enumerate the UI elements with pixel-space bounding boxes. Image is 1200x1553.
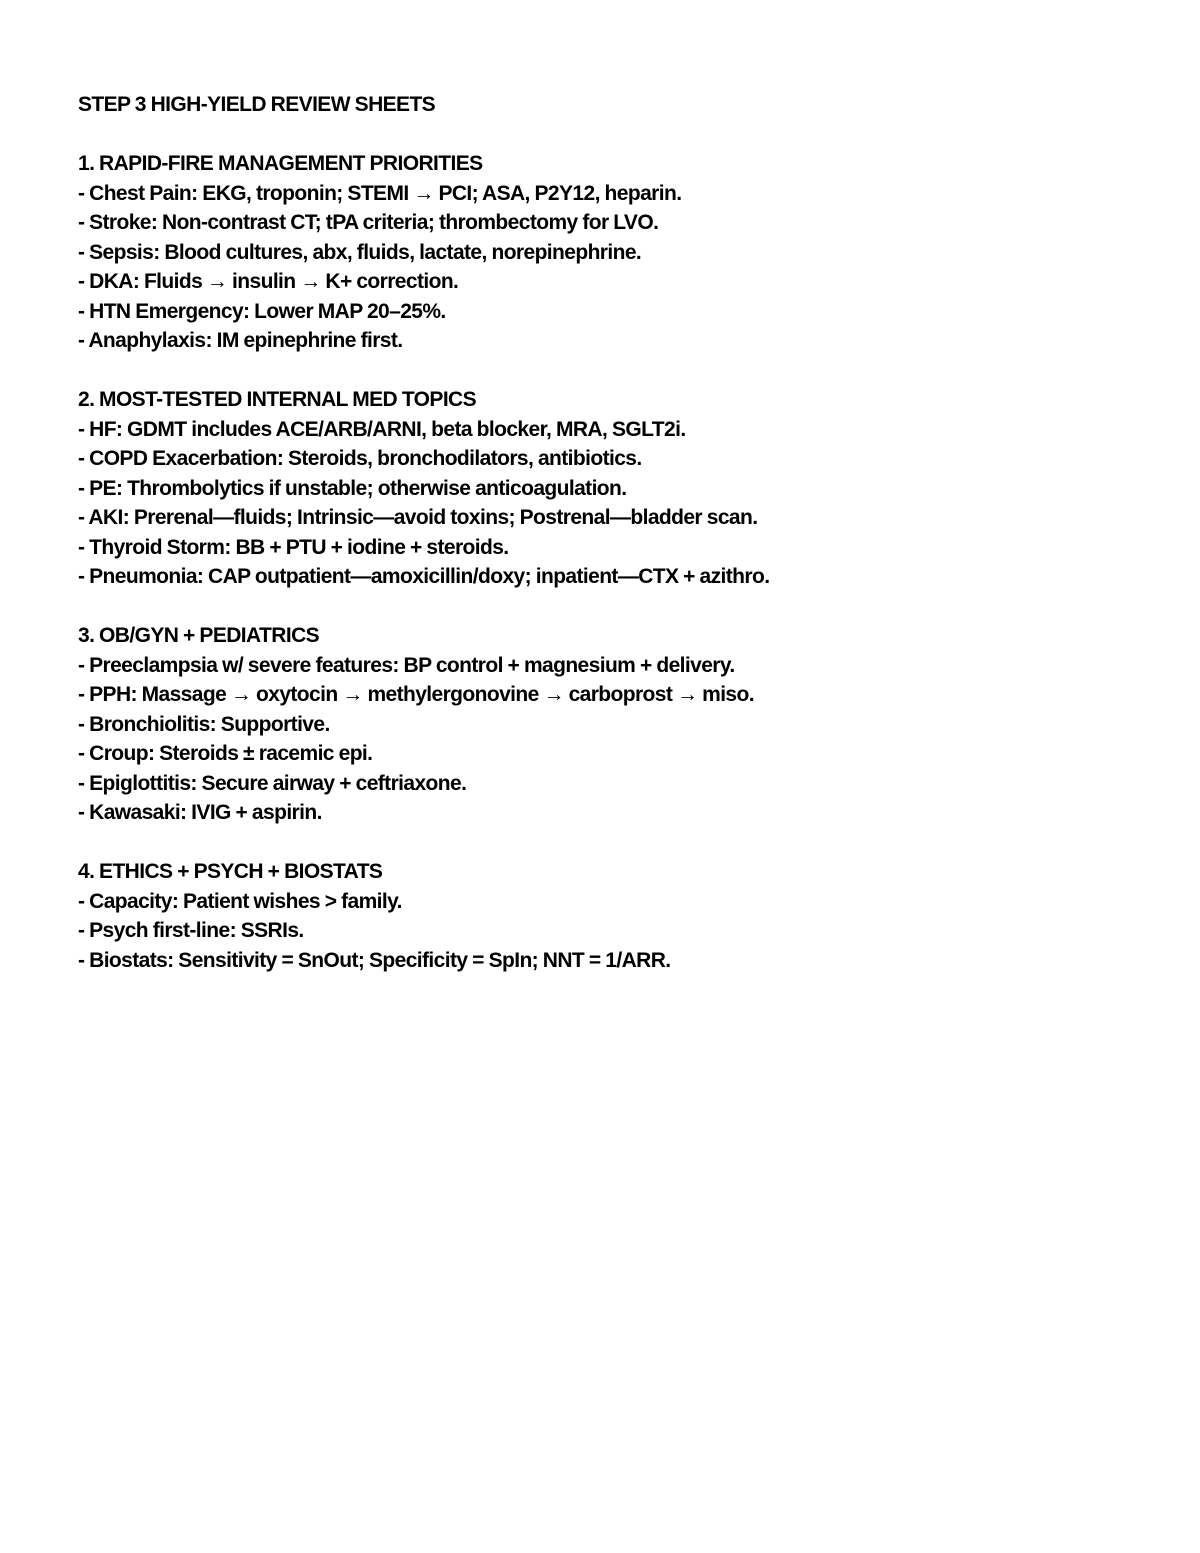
list-item: - Biostats: Sensitivity = SnOut; Specificity = SpIn; NNT = 1/ARR. (78, 948, 671, 972)
section-rapid-fire-management (78, 149, 1138, 356)
list-item: - Chest Pain: EKG, troponin; STEMI → PCI; ASA, P2Y12, heparin. (78, 181, 682, 205)
list-item: - Stroke: Non-contrast CT; tPA criteria; thrombectomy for LVO. (78, 211, 659, 234)
section-heading: 2. MOST-TESTED INTERNAL MED TOPICS (78, 388, 477, 411)
list-item: - Croup: Steroids ± racemic epi. (78, 742, 373, 765)
list-item: - COPD Exacerbation: Steroids, bronchodilators, antibiotics. (78, 447, 642, 470)
list-item: - Kawasaki: IVIG + aspirin. (78, 801, 322, 824)
list-item: - AKI: Prerenal—fluids; Intrinsic—avoid toxins; Postrenal—bladder scan. (78, 506, 758, 529)
list-item: - Thyroid Storm: BB + PTU + iodine + steroids. (78, 535, 509, 559)
list-item: - Sepsis: Blood cultures, abx, fluids, lactate, norepinephrine. (78, 240, 642, 264)
list-item: - Capacity: Patient wishes > family. (78, 889, 402, 913)
list-item: - Epiglottitis: Secure airway + ceftriaxone. (78, 771, 467, 795)
list-item: - PPH: Massage → oxytocin → methylergonovine → carboprost → miso. (78, 683, 754, 706)
list-item: - Pneumonia: CAP outpatient—amoxicillin/doxy; inpatient—CTX + azithro. (78, 565, 770, 588)
section-obgyn-pediatrics (78, 621, 1138, 828)
list-item: - Bronchiolitis: Supportive. (78, 712, 330, 736)
list-item: - DKA: Fluids → insulin → K+ correction. (78, 270, 459, 293)
document-page (78, 90, 1138, 1005)
section-heading: 4. ETHICS + PSYCH + BIOSTATS (78, 860, 383, 883)
list-item: - HF: GDMT includes ACE/ARB/ARNI, beta blocker, MRA, SGLT2i. (78, 417, 686, 441)
section-heading: 1. RAPID-FIRE MANAGEMENT PRIORITIES (78, 152, 483, 175)
section-internal-med-topics (78, 385, 1138, 592)
list-item: - Preeclampsia w/ severe features: BP control + magnesium + delivery. (78, 653, 735, 677)
document-title: STEP 3 HIGH-YIELD REVIEW SHEETS (78, 93, 436, 116)
section-heading: 3. OB/GYN + PEDIATRICS (78, 624, 320, 647)
list-item: - Psych first-line: SSRIs. (78, 919, 304, 942)
list-item: - Anaphylaxis: IM epinephrine first. (78, 329, 403, 352)
section-ethics-psych-biostats (78, 857, 1138, 975)
list-item: - PE: Thrombolytics if unstable; otherwise anticoagulation. (78, 476, 627, 500)
list-item: - HTN Emergency: Lower MAP 20–25%. (78, 299, 446, 323)
